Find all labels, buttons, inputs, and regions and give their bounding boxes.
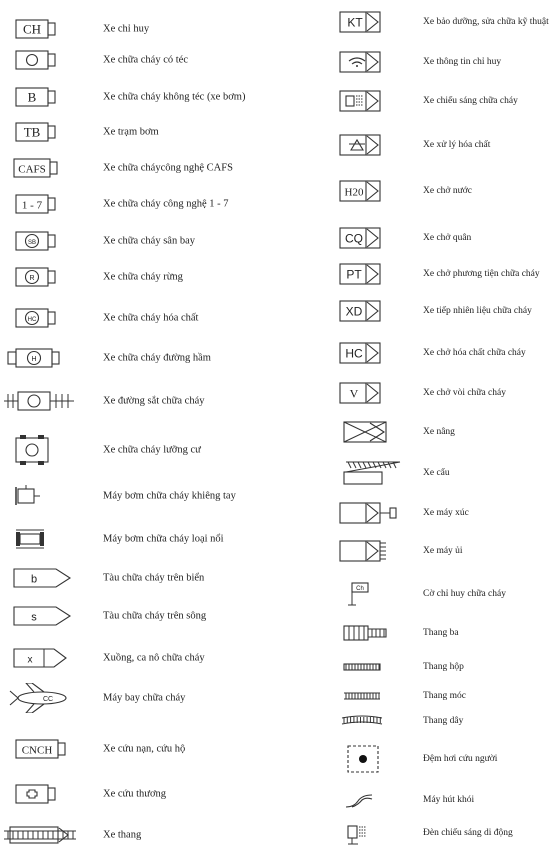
legend-label: Máy bơm chữa cháy khiêng tay	[103, 490, 236, 502]
legend-label: Xe chữa cháy có téc	[103, 54, 188, 66]
bulldozer-icon	[338, 536, 408, 566]
legend-label: Xe chở hóa chất chữa cháy	[423, 348, 526, 358]
chemical-treatment-vehicle-icon	[338, 130, 408, 160]
legend-label: Xe trạm bơm	[103, 126, 159, 138]
legend-label: Thang móc	[423, 691, 467, 701]
legend-row-communication-vehicle	[0, 47, 560, 77]
legend-row-fuel-supply-vehicle	[0, 296, 560, 326]
triple-ladder-icon	[338, 618, 408, 648]
legend-label: Xe chiếu sáng chữa cháy	[423, 96, 518, 106]
legend-row-chemical-treatment-vehicle	[0, 130, 560, 160]
rope-ladder-icon	[338, 706, 408, 736]
excavator-icon	[338, 498, 408, 528]
legend-label: Xe chở nước	[423, 186, 472, 196]
legend-label: Xe chữa cháy công nghệ 1 - 7	[103, 198, 229, 210]
svg-text:B: B	[27, 89, 37, 105]
lighting-vehicle-icon	[338, 86, 408, 116]
legend-label: Xe chữa cháycông nghệ CAFS	[103, 162, 233, 174]
legend-row-water-carrier	[0, 176, 560, 206]
command-flag-icon	[338, 579, 408, 609]
legend-row-crane-truck	[0, 458, 560, 488]
svg-text:CNCH: CNCH	[21, 744, 53, 757]
legend-label: Xe chữa cháy lưỡng cư	[103, 444, 201, 456]
legend-label: Xe chữa cháy đường hầm	[103, 352, 211, 364]
troop-carrier-icon	[338, 223, 408, 253]
legend-label: Tàu chữa cháy trên biển	[103, 572, 205, 584]
legend-label: Xe máy xúc	[423, 508, 469, 518]
legend-row-chemical-carrier	[0, 338, 560, 368]
legend-label: Đèn chiếu sáng di động	[423, 828, 513, 838]
legend-label: Xe thang	[103, 829, 142, 841]
legend-label: Xe đường sắt chữa cháy	[103, 395, 205, 407]
svg-text:XD: XD	[345, 304, 363, 319]
legend-row-portable-floodlight	[0, 818, 560, 848]
legend-label: Xe chữa cháy sân bay	[103, 235, 195, 247]
svg-text:b: b	[30, 573, 38, 586]
legend-label: Thang ba	[423, 628, 459, 638]
legend-row-lift-truck	[0, 417, 560, 447]
svg-text:PT: PT	[346, 267, 362, 282]
svg-text:H20: H20	[344, 186, 364, 199]
legend-label: Xe cẩu	[423, 468, 450, 478]
legend-label: Xe chữa cháy rừng	[103, 271, 183, 283]
legend-label: Xe chữa cháy không téc (xe bơm)	[103, 91, 246, 103]
legend-row-maintenance-vehicle	[0, 7, 560, 37]
legend-row-troop-carrier	[0, 223, 560, 253]
legend-row-bulldozer	[0, 533, 560, 566]
legend-row-hose-carrier	[0, 378, 560, 408]
legend-label: Xe cứu thương	[103, 788, 167, 800]
svg-text:H: H	[31, 356, 37, 363]
svg-text:HC: HC	[345, 346, 363, 361]
chemical-carrier-icon	[338, 338, 408, 368]
portable-floodlight-icon	[338, 818, 408, 848]
legend-label: Xe máy ủi	[423, 546, 463, 556]
smoke-extractor-icon	[338, 785, 408, 815]
svg-text:CC: CC	[42, 696, 54, 703]
legend-row-rope-ladder	[0, 706, 560, 736]
legend-label: Máy bay chữa cháy	[103, 692, 186, 704]
legend-label: Xe thông tin chỉ huy	[423, 57, 502, 67]
legend-row-smoke-extractor	[0, 785, 560, 815]
hose-carrier-icon	[338, 378, 408, 408]
svg-text:V: V	[349, 386, 359, 401]
legend-row-equipment-carrier	[0, 259, 560, 289]
legend-label: Xe chữa cháy hóa chất	[103, 312, 199, 324]
legend-label: Đệm hơi cứu người	[423, 754, 498, 764]
svg-text:CQ: CQ	[345, 231, 363, 246]
legend-label: Xe cứu nạn, cứu hộ	[103, 743, 186, 755]
legend-label: Thang dây	[423, 716, 464, 726]
legend-label: Máy hút khói	[423, 795, 475, 805]
legend-label: Xe chở quân	[423, 233, 472, 243]
communication-vehicle-icon	[338, 47, 408, 77]
legend-row-lighting-vehicle	[0, 86, 560, 116]
svg-text:SB: SB	[27, 240, 37, 246]
legend-row-triple-ladder	[0, 618, 560, 648]
legend-row-excavator	[0, 498, 560, 528]
water-carrier-icon	[338, 176, 408, 206]
crane-truck-icon	[338, 458, 408, 488]
lift-truck-icon	[338, 417, 408, 447]
svg-text:1 - 7: 1 - 7	[21, 199, 43, 212]
equipment-carrier-icon	[338, 259, 408, 289]
svg-text:Ch: Ch	[356, 586, 364, 592]
svg-text:s: s	[31, 611, 37, 624]
legend-label: Tàu chữa cháy trên sông	[103, 610, 207, 622]
legend-label: Xe nâng	[423, 427, 455, 437]
legend-label: Thang hộp	[423, 662, 464, 672]
legend-label: Cờ chỉ huy chữa cháy	[423, 589, 506, 599]
svg-text:HC: HC	[27, 317, 37, 323]
legend-label: Xe bảo dưỡng, sửa chữa kỹ thuật	[423, 17, 549, 27]
legend-label: Máy bơm chữa cháy loại nổi	[103, 533, 224, 545]
legend-label: Xe xử lý hóa chất	[423, 140, 491, 150]
rescue-air-cushion-icon	[338, 744, 408, 774]
svg-text:CH: CH	[22, 21, 42, 37]
legend-label: Xuồng, ca nô chữa cháy	[103, 652, 205, 664]
legend-row-rescue-air-cushion	[0, 744, 560, 774]
legend-label: Xe chở vòi chữa cháy	[423, 388, 506, 398]
legend-row-command-flag	[0, 579, 560, 609]
legend-label: Xe chở phương tiện chữa cháy	[423, 269, 540, 279]
fuel-supply-vehicle-icon	[338, 296, 408, 326]
legend-row-box-ladder	[0, 652, 560, 682]
svg-text:CAFS: CAFS	[18, 163, 46, 176]
box-ladder-icon	[338, 652, 408, 682]
svg-text:x: x	[27, 654, 33, 666]
legend-label: Xe tiếp nhiên liệu chữa cháy	[423, 306, 532, 316]
svg-text:KT: KT	[347, 15, 363, 30]
svg-text:R: R	[29, 275, 35, 282]
svg-text:TB: TB	[23, 124, 41, 140]
maintenance-vehicle-icon	[338, 7, 408, 37]
legend-label: Xe chỉ huy	[103, 23, 150, 35]
